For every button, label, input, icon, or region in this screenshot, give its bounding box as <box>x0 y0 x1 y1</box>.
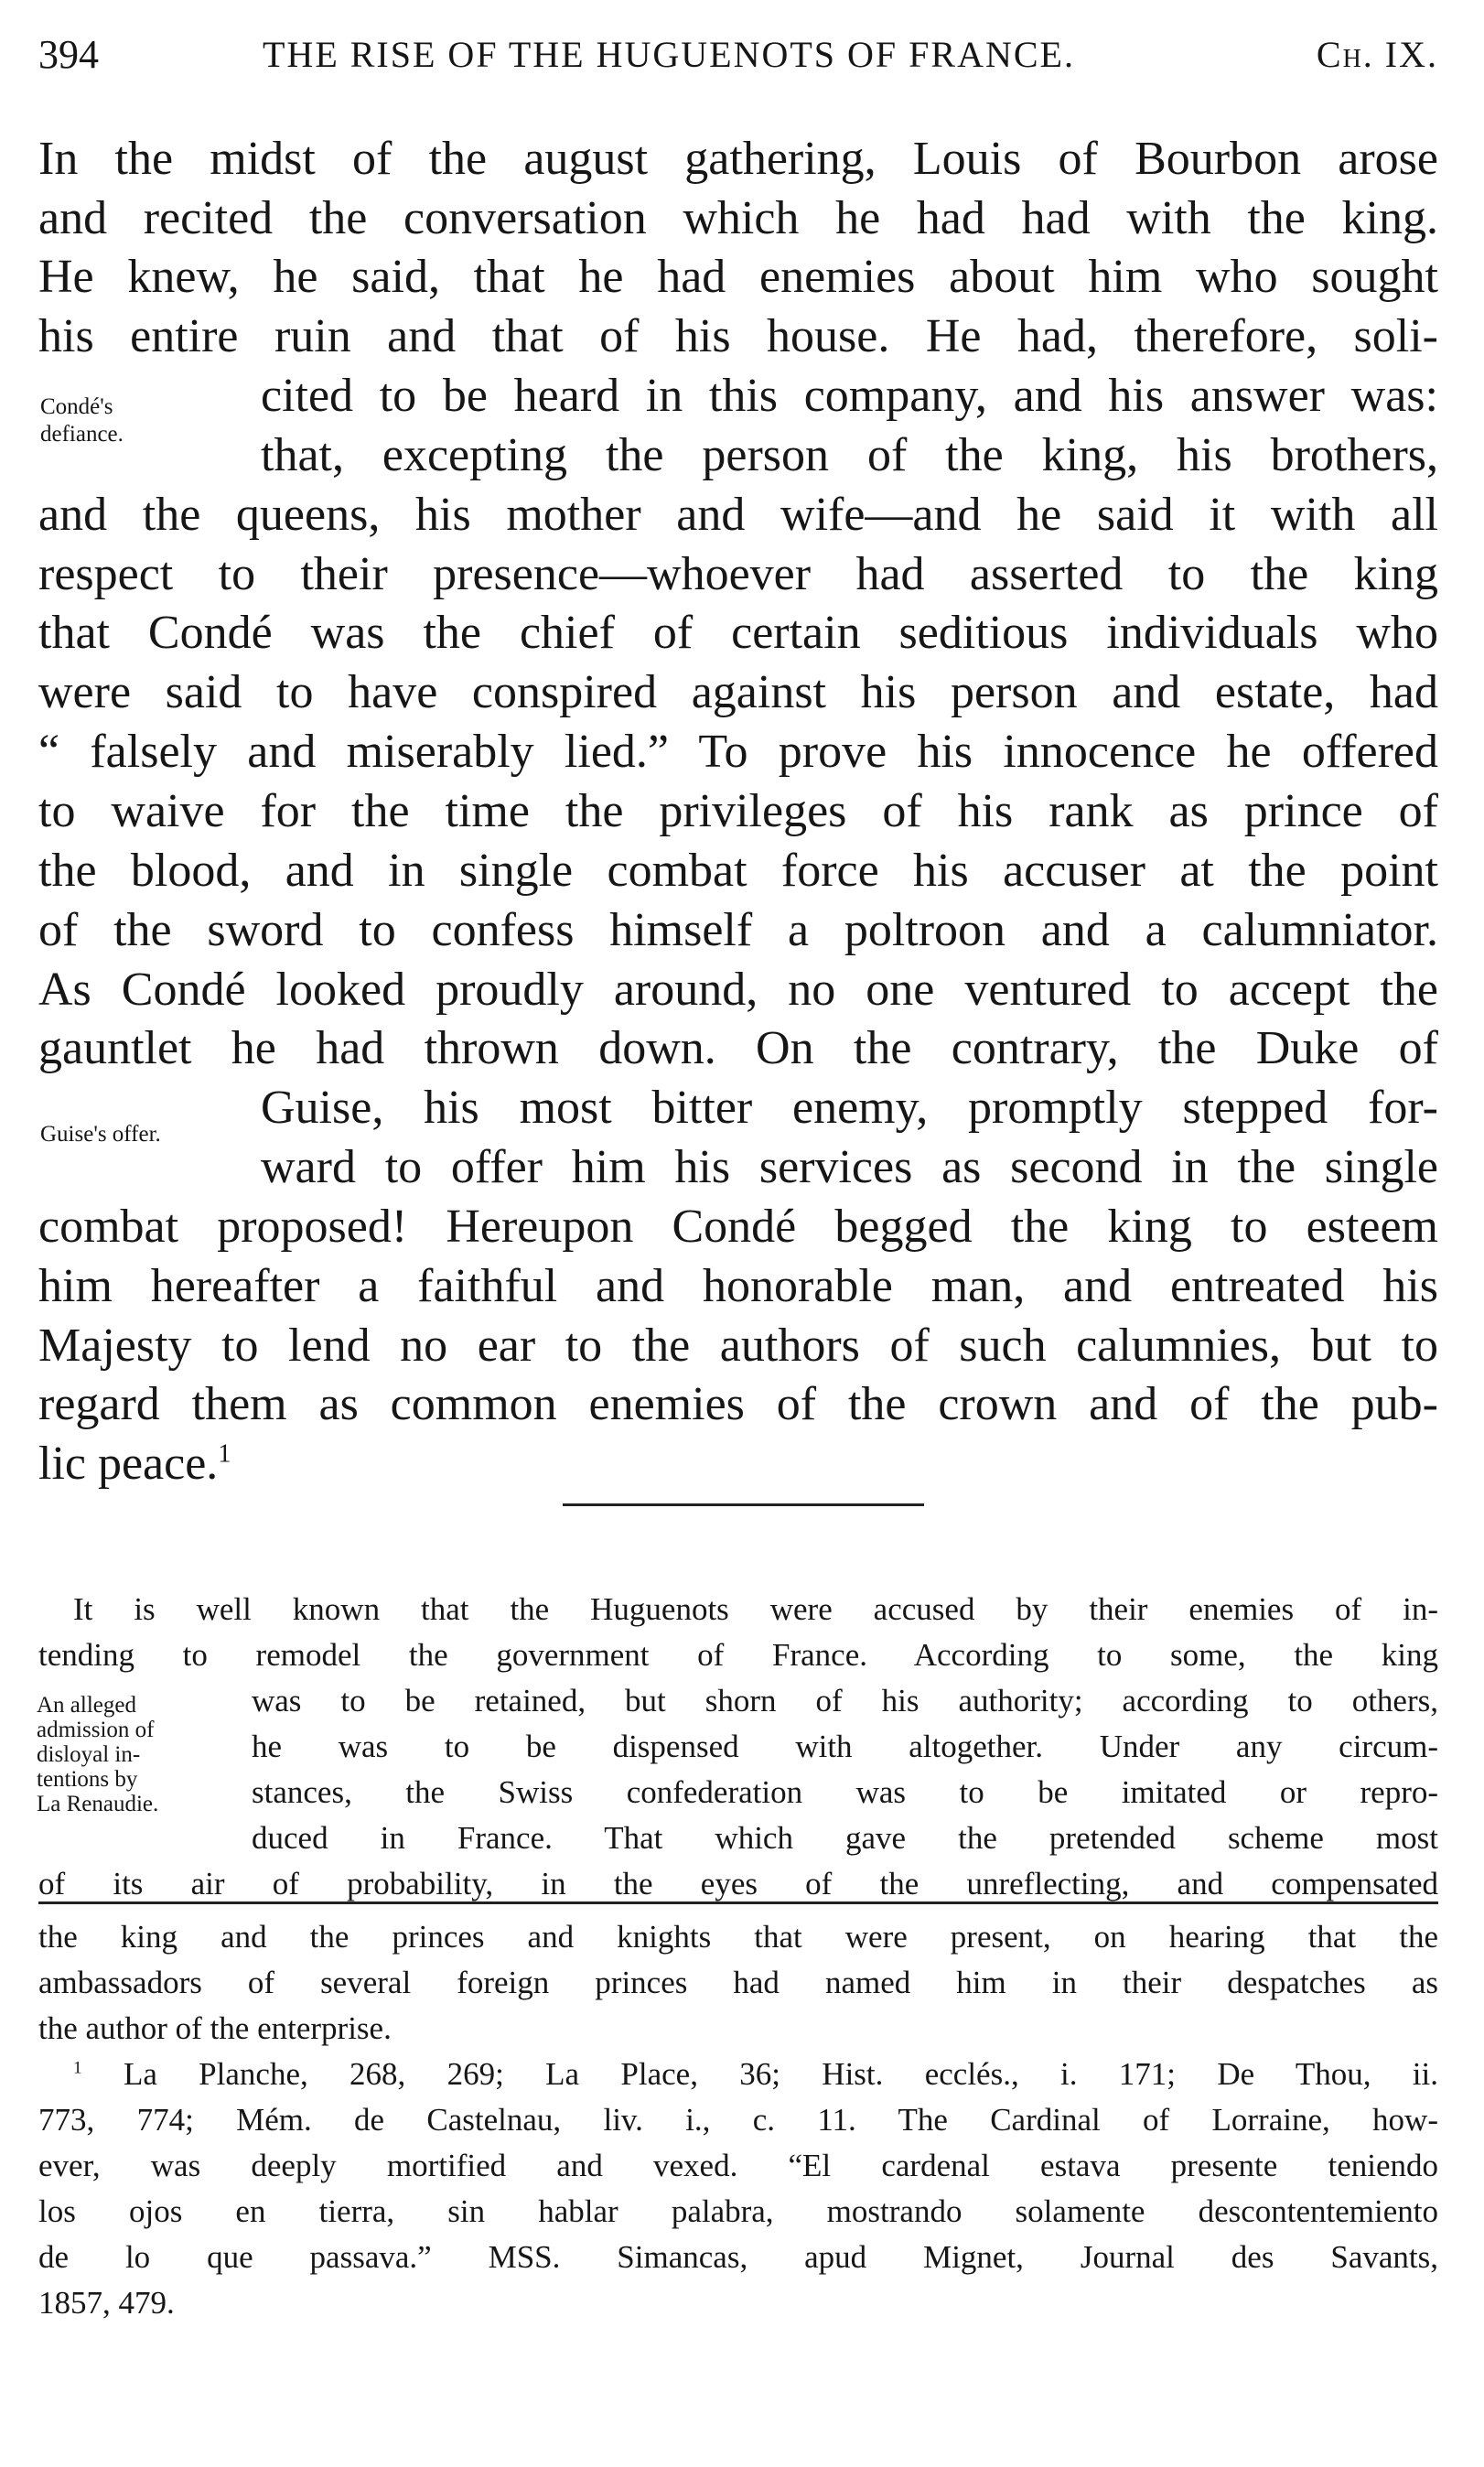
footnote-line: 773, 774; Mém. de Castelnau, liv. i., c. 11. The Cardinal of Lorraine, how- <box>38 2102 1438 2138</box>
section-divider <box>563 1503 924 1506</box>
side-note-renaudie: An alleged admission of disloyal in- tentions by La Renaudie. <box>37 1693 159 1816</box>
main-line: that Condé was the chief of certain seditious individuals who <box>38 607 1438 659</box>
page-header <box>38 27 1438 82</box>
footnote-line: de lo que passava.” MSS. Simancas, apud Mignet, Journal des Savants, <box>38 2239 1438 2275</box>
footnote-line: ever, was deeply mortified and vexed. “El cardenal estava presente teniendo <box>38 2148 1438 2183</box>
main-line: In the midst of the august gathering, Louis of Bourbon arose <box>38 133 1438 185</box>
footnote-divider <box>38 1901 1438 1904</box>
main-line: combat proposed! Hereupon Condé begged the king to esteem <box>38 1201 1438 1253</box>
chapter-label: Ch. IX. <box>1316 34 1438 75</box>
main-line: were said to have conspired against his person and estate, had <box>38 666 1438 718</box>
main-line: respect to their presence—whoever had asserted to the king <box>38 548 1438 600</box>
main-line: As Condé looked proudly around, no one ventured to accept the <box>38 964 1438 1016</box>
main-line: He knew, he said, that he had enemies about him who sought <box>38 251 1438 303</box>
footnote-reference-1[interactable]: 1 <box>218 1439 231 1469</box>
main-line: of the sword to confess himself a poltroon and a calumniator. <box>38 904 1438 956</box>
footnote-line: los ojos en tierra, sin hablar palabra, mostrando solamente descontentemiento <box>38 2193 1438 2229</box>
footnote-marker-1: 1 <box>73 2058 82 2078</box>
footnote-line: 1857, 479. <box>38 2285 175 2321</box>
note-line: of its air of probability, in the eyes of the unreflecting, and compensated <box>38 1866 1438 1901</box>
main-line: his entire ruin and that of his house. He had, therefore, soli- <box>38 310 1438 362</box>
main-line: him hereafter a faithful and honorable man, and entreated his <box>38 1260 1438 1312</box>
main-line: that, excepting the person of the king, his brothers, <box>261 429 1438 481</box>
main-line: “ falsely and miserably lied.” To prove his innocence he offered <box>38 726 1438 778</box>
note-line: stances, the Swiss confederation was to be imitated or repro- <box>252 1774 1438 1810</box>
main-line: Majesty to lend no ear to the authors of such calumnies, but to <box>38 1320 1438 1372</box>
side-note-guise-offer: Guise's offer. <box>40 1122 161 1147</box>
main-line: regard them as common enemies of the crown and of the pub- <box>38 1378 1438 1430</box>
note-line: he was to be dispensed with altogether. Under any circum- <box>252 1729 1438 1764</box>
main-line: Guise, his most bitter enemy, promptly stepped for- <box>261 1082 1438 1134</box>
running-title: THE RISE OF THE HUGUENOTS OF FRANCE. <box>263 34 1075 75</box>
main-line: lic peace. <box>38 1438 219 1490</box>
footnote-line: ambassadors of several foreign princes had named him in their despatches as <box>38 1965 1438 2000</box>
main-line: and recited the conversation which he had had with the king. <box>38 192 1438 244</box>
main-line: the blood, and in single combat force his accuser at the point <box>38 845 1438 897</box>
side-note-conde-defiance: Condé's defiance. <box>40 394 124 447</box>
main-line: ward to offer him his services as second in the single <box>261 1141 1438 1193</box>
footnote-1-first-line <box>73 2052 1438 2097</box>
note-line: was to be retained, but shorn of his authority; according to others, <box>252 1683 1438 1718</box>
main-line: cited to be heard in this company, and his answer was: <box>261 370 1438 422</box>
main-line: and the queens, his mother and wife—and he said it with all <box>38 489 1438 541</box>
note-line: duced in France. That which gave the pretended scheme most <box>252 1820 1438 1856</box>
note-line: tending to remodel the government of France. According to some, the king <box>38 1637 1438 1673</box>
main-line-last <box>38 1435 231 1493</box>
main-line: gauntlet he had thrown down. On the contrary, the Duke of <box>38 1022 1438 1074</box>
main-line: to waive for the time the privileges of his rank as prince of <box>38 785 1438 837</box>
footnote-line: the author of the enterprise. <box>38 2010 392 2046</box>
page-number: 394 <box>38 32 99 77</box>
footnote-line: the king and the princes and knights that were present, on hearing that the <box>38 1919 1438 1955</box>
footnote-line: La Planche, 268, 269; La Place, 36; Hist. ecclés., i. 171; De Thou, ii. <box>123 2056 1438 2092</box>
note-line: It is well known that the Huguenots were accused by their enemies of in- <box>73 1591 1438 1627</box>
